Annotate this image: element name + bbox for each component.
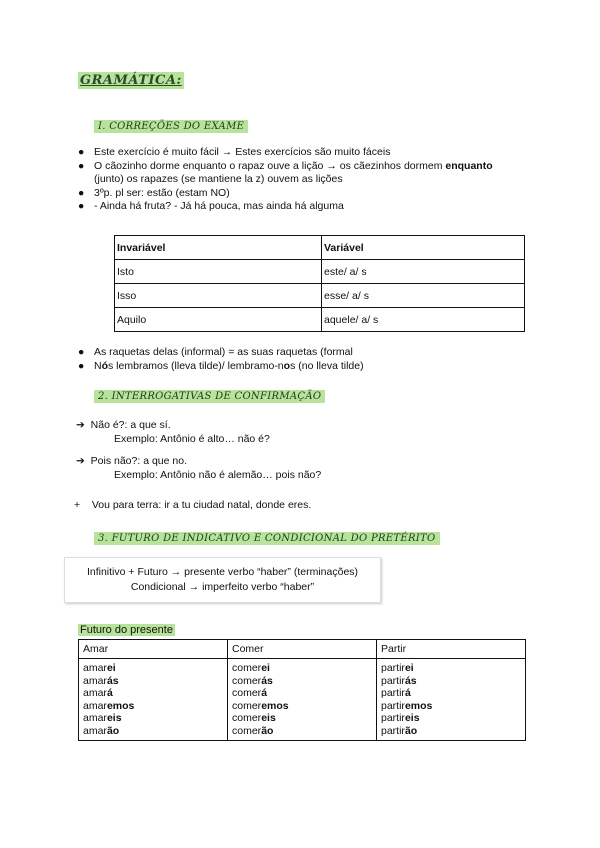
table-header-cell: Invariável <box>115 236 322 260</box>
conjugation-form: amarão <box>83 724 120 737</box>
arrow-icon: ➔ <box>76 419 85 431</box>
table-cell: Isso <box>115 284 322 308</box>
conjugation-form: comerão <box>232 724 274 737</box>
table-header-cell: Variável <box>322 236 525 260</box>
bullet-list-1 <box>78 146 538 214</box>
table-header-cell: Comer <box>228 640 377 659</box>
rule-box: Infinitivo + Futuro → presente verbo “haber” (terminações) Condicional → imperfeito verbo “haber” <box>64 557 381 603</box>
table-cell: Isto <box>115 260 322 284</box>
conjugation-form: comerá <box>232 687 268 699</box>
table-cell: esse/ a/ s <box>322 284 525 308</box>
demonstratives-table <box>114 235 525 332</box>
table-cell: este/ a/ s <box>322 260 525 284</box>
conjugation-form: amarás <box>83 674 119 687</box>
interrog-item-2: ➔ Pois não?: a que no. Exemplo: Antônio não é alemão… pois não? <box>76 455 322 481</box>
conjugation-form: comereis <box>232 712 276 724</box>
conjugation-form: partirá <box>381 687 411 699</box>
list-item: ● Este exercício é muito fácil → Estes exercícios são muito fáceis <box>78 146 391 158</box>
table-header-cell: Partir <box>377 640 526 659</box>
table-row <box>115 260 525 284</box>
conjugation-form: amareis <box>83 712 122 724</box>
list-item: ● Nós lembramos (lleva tilde)/ lembramo-nos (no lleva tilde) <box>78 359 364 372</box>
table-row <box>115 284 525 308</box>
interrog-item-1: ➔ Não é?: a que sí. Exemplo: Antônio é alto… não é? <box>76 419 270 445</box>
table-header-cell: Amar <box>79 640 228 659</box>
list-item: ● 3ºp. pl ser: estão (estam NO) <box>78 186 230 199</box>
conjugation-form: amaremos <box>83 699 135 712</box>
conjugation-form: partireis <box>381 712 420 724</box>
conjugation-form: comerei <box>232 662 270 674</box>
table-cell: Aquilo <box>115 308 322 332</box>
section-heading-2: 2. INTERROGATIVAS DE CONFIRMAÇÃO <box>94 390 325 403</box>
conjugation-form: amarei <box>83 662 116 674</box>
plus-note: + Vou para terra: ir a tu ciudad natal, donde eres. <box>74 499 312 511</box>
conjugation-cell <box>79 659 228 741</box>
plus-icon: + <box>74 499 81 511</box>
table-cell: aquele/ a/ s <box>322 308 525 332</box>
list-item: ● - Ainda há fruta? - Já há pouca, mas ainda há alguma <box>78 200 344 212</box>
conjugation-form: partirão <box>381 724 418 737</box>
table-header-row <box>115 236 525 260</box>
conjugation-cell <box>377 659 526 741</box>
table-row <box>115 308 525 332</box>
list-item: ● O cãozinho dorme enquanto o rapaz ouve a lição → os cãezinhos dormem enquanto (junto) os rapazes (se mantiene la z) ouvem as lições <box>78 159 493 185</box>
table-row <box>79 659 526 741</box>
page-title: GRAMÁTICA: <box>80 73 182 88</box>
list-item: ● As raquetas delas (informal) = as suas raquetas (formal <box>78 346 353 358</box>
conjugation-form: partiremos <box>381 699 433 712</box>
conjugation-form: comeremos <box>232 699 289 712</box>
bullet-list-2 <box>78 346 538 373</box>
conjugation-table <box>78 639 526 741</box>
conjugation-cell <box>228 659 377 741</box>
conjugation-form: partirei <box>381 662 414 674</box>
section-heading-3: 3. FUTURO DE INDICATIVO E CONDICIONAL DO PRETÉRITO <box>94 532 440 545</box>
conjugation-form: partirás <box>381 674 417 687</box>
futuro-label: Futuro do presente <box>80 624 173 636</box>
arrow-icon: ➔ <box>76 455 85 467</box>
conjugation-form: comerás <box>232 674 273 687</box>
conjugation-form: amará <box>83 687 113 699</box>
table-header-row <box>79 640 526 659</box>
section-heading-1: I. CORREÇÕES DO EXAME <box>94 120 248 133</box>
